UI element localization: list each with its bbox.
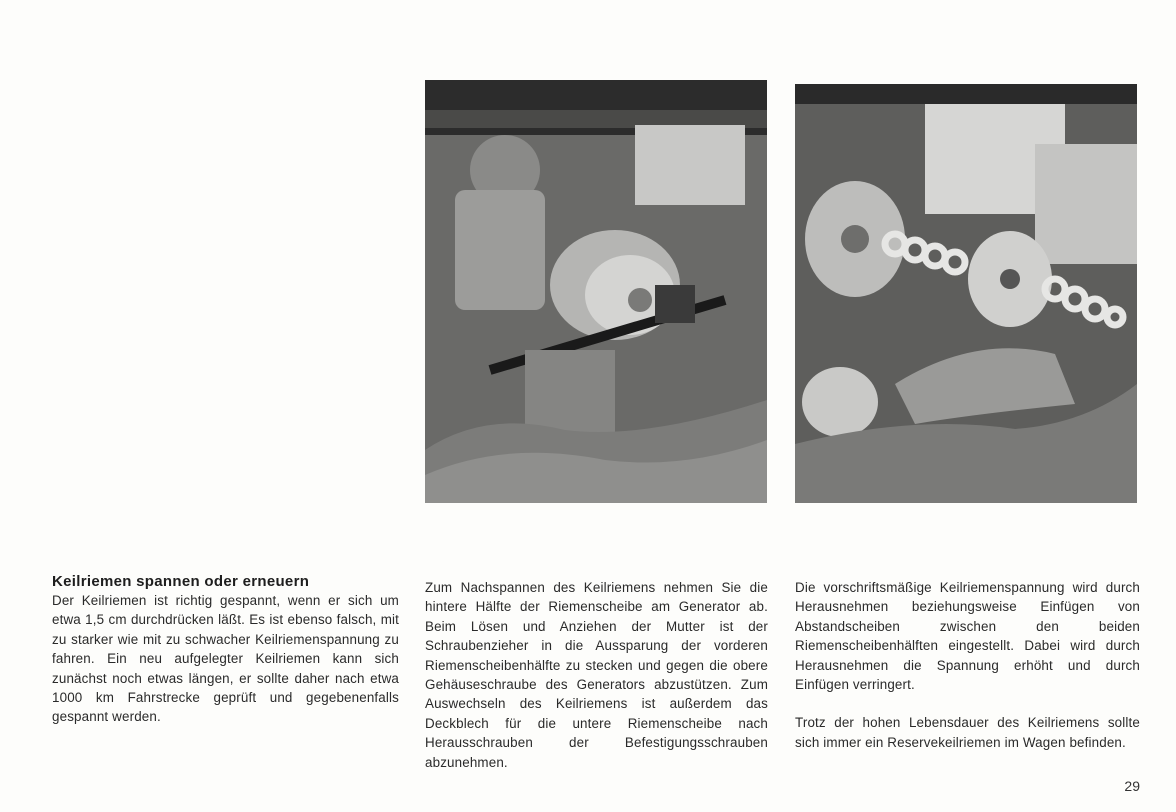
- text-column-1: [52, 572, 399, 727]
- engine-washers-illustration: [795, 84, 1137, 503]
- engine-photo-wrench: [425, 80, 767, 503]
- text-column-2: [425, 578, 768, 772]
- section-heading: Keilriemen spannen oder erneuern: [52, 573, 310, 590]
- engine-photo-washers: [795, 84, 1137, 503]
- text-column-3: [795, 578, 1140, 752]
- paragraph-col1: Der Keilriemen ist richtig gespannt, wenn er sich um etwa 1,5 cm durchdrücken läßt. Es ist ebenso falsch, mit zu starker wie mit zu schwacher Keilriemenspannung zu fahren. Ein neu aufgelegter Keilriemen kann sich zunächst noch etwas längen, er sollte daher nach etwa 1000 km Fahrstrecke geprüft und gegebenenfalls gespannt werden.: [52, 593, 399, 725]
- paragraph-col3-1: Die vorschriftsmäßige Keilriemenspannung wird durch Herausnehmen beziehungsweise Einfügen von Abstandscheiben zwischen den beiden Riemenscheibenhälften eingestellt. Dabei wird durch Herausnehmen die Spannung erhöht und durch Einfügen verringert.: [795, 580, 1140, 693]
- paragraph-col2: Zum Nachspannen des Keilriemens nehmen Sie die hintere Hälfte der Riemenscheibe am Generator ab. Beim Lösen und Anziehen der Mutter ist der Schraubenzieher in die Aussparung der vorderen Riemenscheibenhälfte zu stecken und gegen die obere Gehäuseschraube des Generators abzustützen. Zum Auswechseln des Keilriemens ist außerdem das Deckblech für die untere Riemenscheibe nach Herausschrauben der Befestigungsschrauben abzunehmen.: [425, 580, 768, 770]
- page-number: 29: [1124, 778, 1140, 794]
- engine-wrench-illustration: [425, 80, 767, 503]
- paragraph-col3-2: Trotz der hohen Lebensdauer des Keilriemens sollte sich immer ein Reservekeilriemen im Wagen befinden.: [795, 715, 1140, 750]
